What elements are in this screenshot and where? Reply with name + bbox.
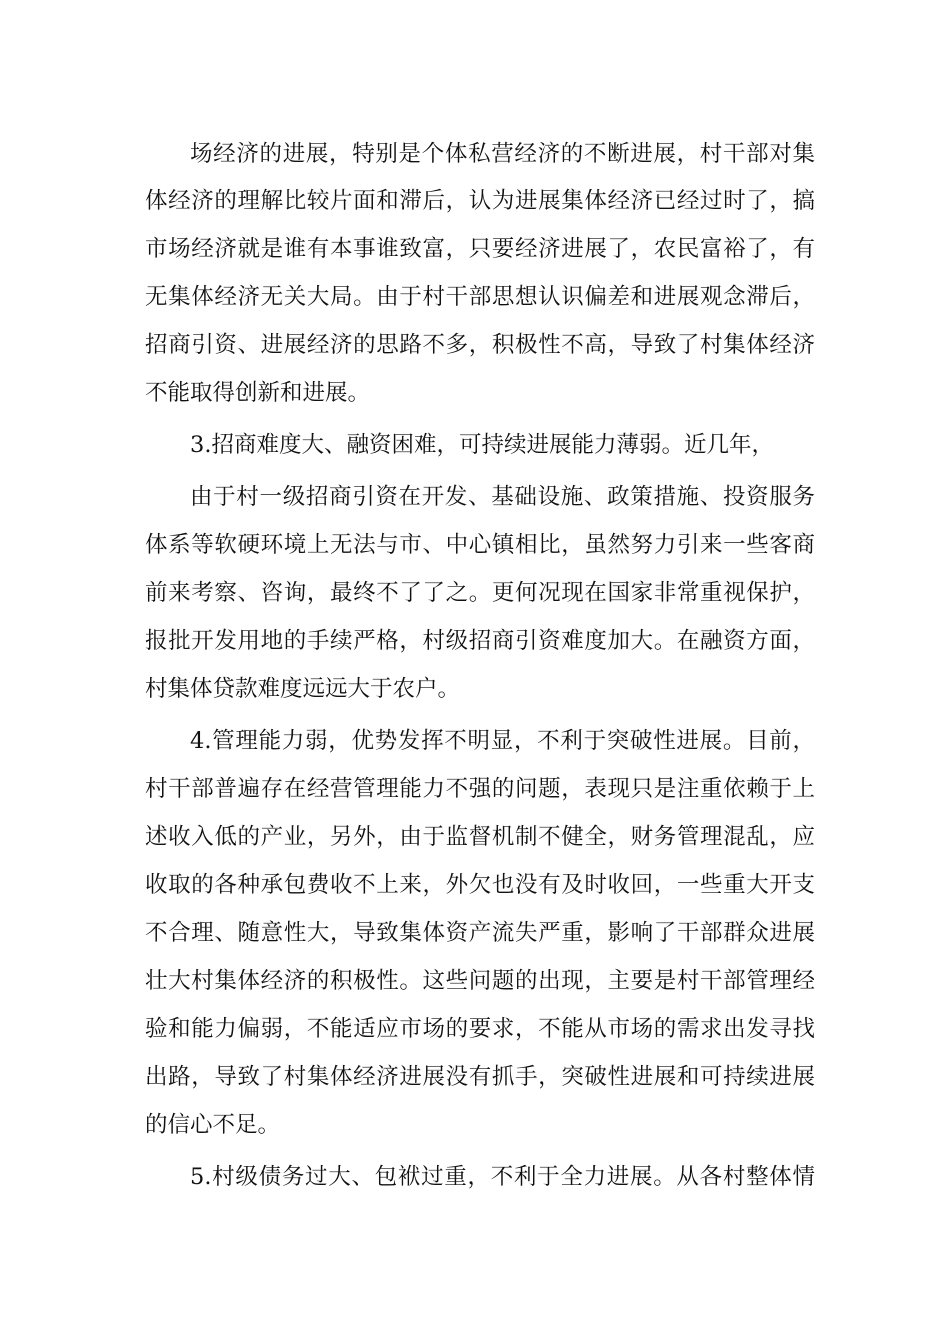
paragraph-3-line-5: 村集体贷款难度远远大于农户。 — [145, 676, 461, 702]
paragraph-1-line-6: 不能取得创新和进展。 — [145, 380, 371, 406]
paragraph-4-line-3: 述收入低的产业，另外，由于监督机制不健全，财务管理混乱，应 — [145, 824, 815, 850]
paragraph-3-line-3: 前来考察、咨询，最终不了了之。更何况现在国家非常重视保护， — [145, 580, 815, 606]
paragraph-4-line-1: 4.管理能力弱，优势发挥不明显，不利于突破性进展。目前， — [190, 728, 815, 754]
paragraph-4-line-2: 村干部普遍存在经营管理能力不强的问题，表现只是注重依赖于上 — [145, 776, 815, 802]
paragraph-5-line-1: 5.村级债务过大、包袱过重，不利于全力进展。从各村整体情 — [190, 1164, 815, 1190]
paragraph-1-line-4: 无集体经济无关大局。由于村干部思想认识偏差和进展观念滞后， — [145, 284, 815, 310]
paragraph-1-line-2: 体经济的理解比较片面和滞后，认为进展集体经济已经过时了，搞 — [145, 188, 815, 214]
paragraph-4-line-4: 收取的各种承包费收不上来，外欠也没有及时收回，一些重大开支 — [145, 872, 815, 898]
paragraph-4-line-5: 不合理、随意性大，导致集体资产流失严重，影响了干部群众进展 — [145, 920, 815, 946]
paragraph-3-line-2: 体系等软硬环境上无法与市、中心镇相比，虽然努力引来一些客商 — [145, 532, 815, 558]
paragraph-3-line-1: 由于村一级招商引资在开发、基础设施、政策措施、投资服务 — [190, 484, 815, 510]
paragraph-4-line-9: 的信心不足。 — [145, 1112, 281, 1138]
paragraph-4-line-7: 验和能力偏弱，不能适应市场的要求，不能从市场的需求出发寻找 — [145, 1016, 815, 1042]
paragraph-4-line-8: 出路，导致了村集体经济进展没有抓手，突破性进展和可持续进展 — [145, 1064, 815, 1090]
paragraph-4-line-6: 壮大村集体经济的积极性。这些问题的出现，主要是村干部管理经 — [145, 968, 815, 994]
paragraph-3-line-4: 报批开发用地的手续严格，村级招商引资难度加大。在融资方面， — [145, 628, 815, 654]
paragraph-1-line-3: 市场经济就是谁有本事谁致富，只要经济进展了，农民富裕了，有 — [145, 236, 815, 262]
paragraph-2-line-1: 3.招商难度大、融资困难，可持续进展能力薄弱。近几年， — [190, 432, 774, 458]
paragraph-1-line-1: 场经济的进展，特别是个体私营经济的不断进展，村干部对集 — [190, 141, 815, 167]
paragraph-1-line-5: 招商引资、进展经济的思路不多，积极性不高，导致了村集体经济 — [145, 332, 815, 358]
